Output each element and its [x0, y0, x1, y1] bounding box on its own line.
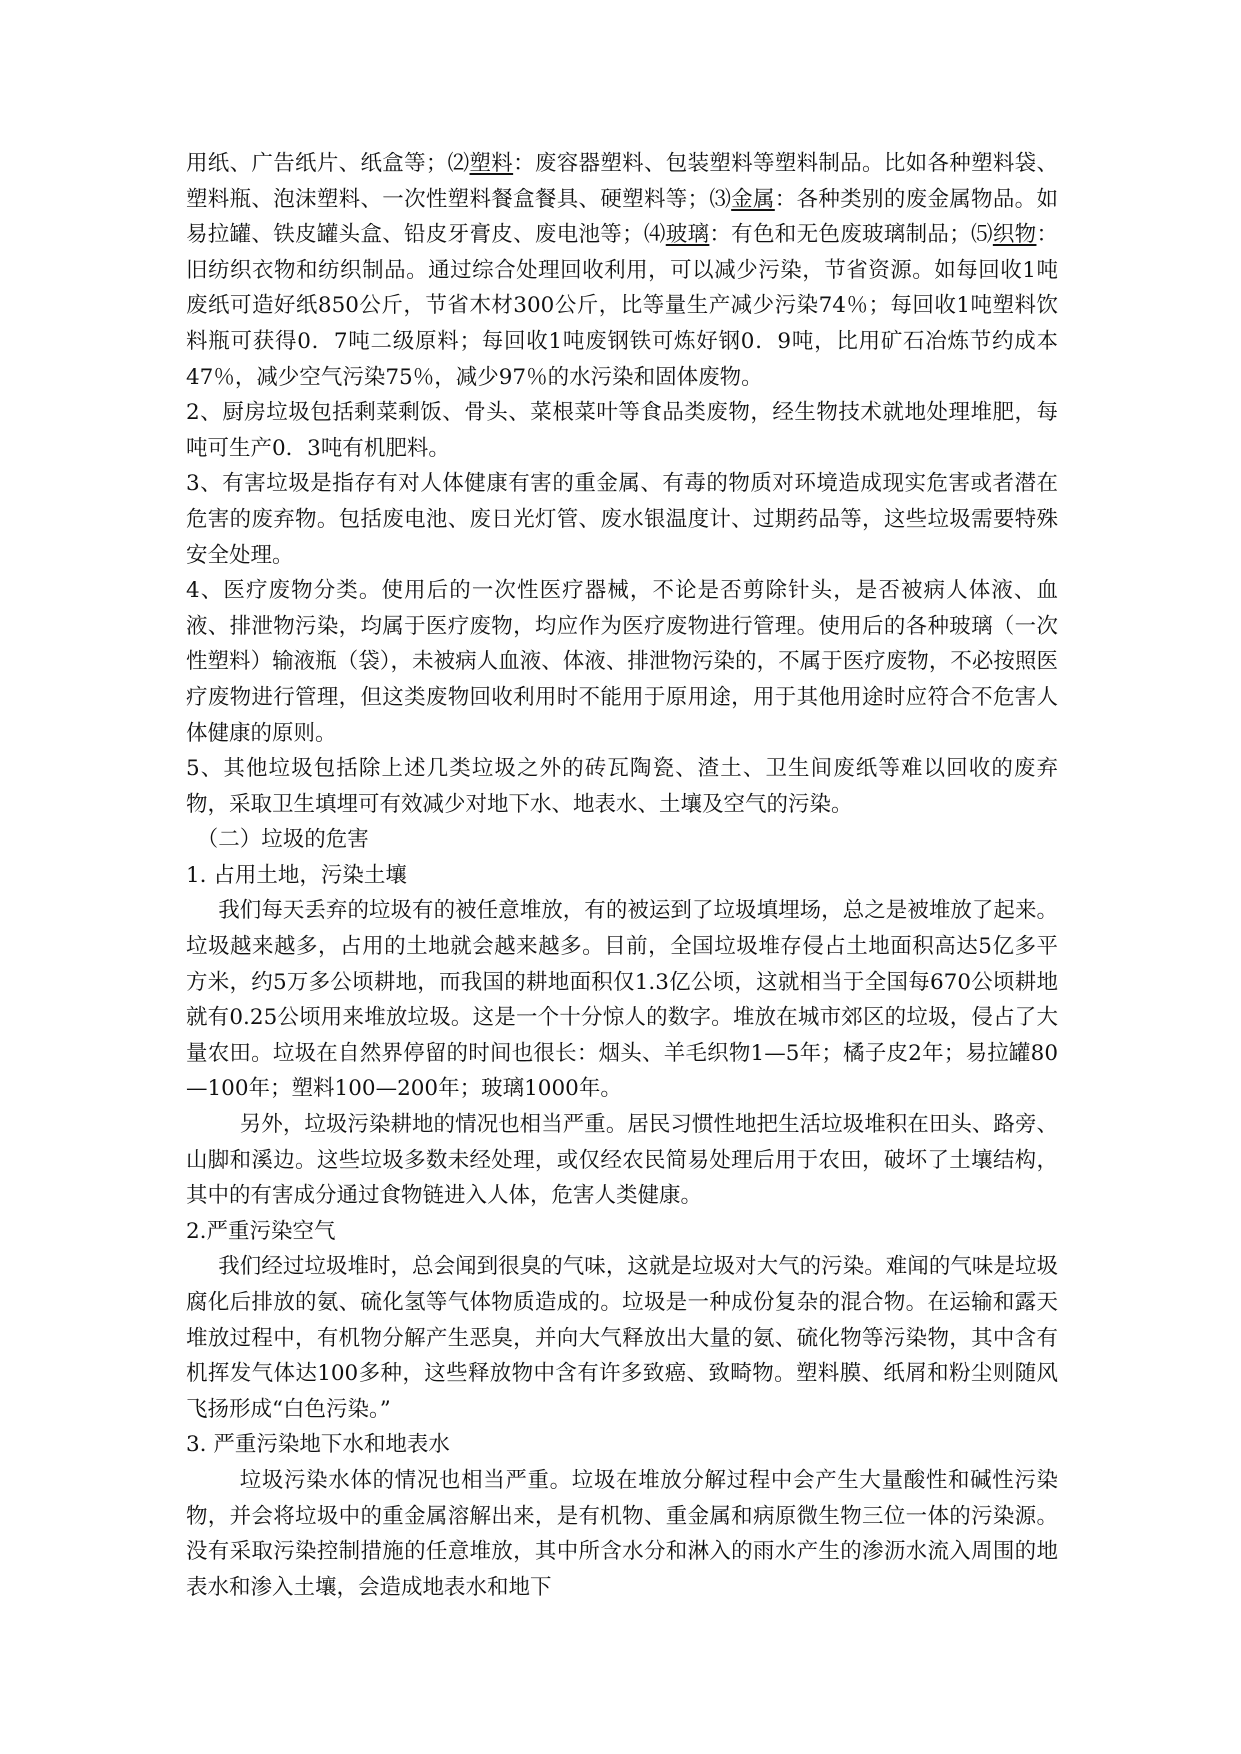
kitchen-waste-paragraph: 2、厨房垃圾包括剩菜剩饭、骨头、菜根菜叶等食品类废物，经生物技术就地处理堆肥，每吨可生产0．3吨有机肥料。	[186, 400, 1058, 461]
recyclables-glass-text: ：有色和无色废玻璃制品；⑸	[709, 222, 993, 248]
term-plastic: 塑料	[469, 151, 514, 176]
heading-air-pollution: 2.严重污染空气	[186, 1218, 336, 1244]
heading-land-soil: 1. 占用土地，污染土壤	[186, 862, 407, 888]
term-textile: 织物	[992, 222, 1037, 248]
medical-waste-paragraph: 4、医疗废物分类。使用后的一次性医疗器械，不论是否剪除针头，是否被病人体液、血液、排泄物污染，均属于医疗废物，均应作为医疗废物进行管理。使用后的各种玻璃（一次性塑料）输液瓶（袋），未被病人血液、体液、排泄物污染的，不属于医疗废物，不必按照医疗废物进行管理，但这类废物回收利用时不能用于原用途，用于其他用途时应符合不危害人体健康的原则。	[186, 578, 1058, 746]
land-soil-paragraph-2: 另外，垃圾污染耕地的情况也相当严重。居民习惯性地把生活垃圾堆积在田头、路旁、山脚和溪边。这些垃圾多数未经处理，或仅经农民简易处理后用于农田，破坏了土壤结构，其中的有害成分通过食物链进入人体，危害人类健康。	[186, 1112, 1058, 1209]
air-pollution-paragraph: 我们经过垃圾堆时，总会闻到很臭的气味，这就是垃圾对大气的污染。难闻的气味是垃圾腐化后排放的氨、硫化氢等气体物质造成的。垃圾是一种成份复杂的混合物。在运输和露天堆放过程中，有机物分解产生恶臭，并向大气释放出大量的氨、硫化物等污染物，其中含有机挥发气体达100多种，这些释放物中含有许多致癌、致畸物。塑料膜、纸屑和粉尘则随风飞扬形成“白色污染。”	[186, 1254, 1058, 1422]
document-page	[186, 146, 1058, 1605]
term-glass: 玻璃	[665, 222, 710, 248]
recyclables-intro: 用纸、广告纸片、纸盒等；⑵	[186, 151, 470, 176]
recyclables-metal-text: ：各种类别的废金属物品。如易拉罐、铁皮罐头盒、铅皮牙膏皮、废电池等；⑷	[186, 186, 1058, 248]
recyclables-paragraph	[186, 146, 1058, 395]
recyclables-plastic-text: ：废容器塑料、包装塑料等塑料制品。比如各种塑料袋、塑料瓶、泡沫塑料、一次性塑料餐盒餐具、硬塑料等；⑶	[186, 151, 1058, 212]
land-soil-paragraph-1: 我们每天丢弃的垃圾有的被任意堆放，有的被运到了垃圾填埋场，总之是被堆放了起来。垃圾越来越多，占用的土地就会越来越多。目前，全国垃圾堆存侵占土地面积高达5亿多平方米，约5万多公顷耕地，而我国的耕地面积仅1.3亿公顷，这就相当于全国每670公顷耕地就有0.25公顷用来堆放垃圾。这是一个十分惊人的数字。堆放在城市郊区的垃圾，侵占了大量农田。垃圾在自然界停留的时间也很长：烟头、羊毛织物1—5年；橘子皮2年；易拉罐80—100年；塑料100—200年；玻璃1000年。	[186, 898, 1058, 1102]
hazardous-waste-paragraph: 3、有害垃圾是指存有对人体健康有害的重金属、有毒的物质对环境造成现实危害或者潜在危害的废弃物。包括废电池、废日光灯管、废水银温度计、过期药品等，这些垃圾需要特殊安全处理。	[186, 471, 1058, 568]
heading-water-pollution: 3. 严重污染地下水和地表水	[186, 1432, 450, 1458]
recyclables-rest-text: ：旧纺织衣物和纺织制品。通过综合处理回收利用，可以减少污染，节省资源。如每回收1吨废纸可造好纸850公斤，节省木材300公斤，比等量生产减少污染74％；每回收1吨塑料饮料瓶可获得0．7吨二级原料；每回收1吨废钢铁可炼好钢0．9吨，比用矿石冶炼节约成本47％，减少空气污染75％，减少97％的水污染和固体废物。	[186, 222, 1058, 390]
other-waste-paragraph: 5、其他垃圾包括除上述几类垃圾之外的砖瓦陶瓷、渣土、卫生间废纸等难以回收的废弃物，采取卫生填埋可有效减少对地下水、地表水、土壤及空气的污染。	[186, 756, 1058, 817]
water-pollution-paragraph: 垃圾污染水体的情况也相当严重。垃圾在堆放分解过程中会产生大量酸性和碱性污染物，并会将垃圾中的重金属溶解出来，是有机物、重金属和病原微生物三位一体的污染源。没有采取污染控制措施的任意堆放，其中所含水分和淋入的雨水产生的渗沥水流入周围的地表水和渗入土壤，会造成地表水和地下	[186, 1467, 1058, 1600]
section-title-hazards: （二）垃圾的危害	[196, 827, 369, 853]
term-metal: 金属	[731, 186, 775, 212]
